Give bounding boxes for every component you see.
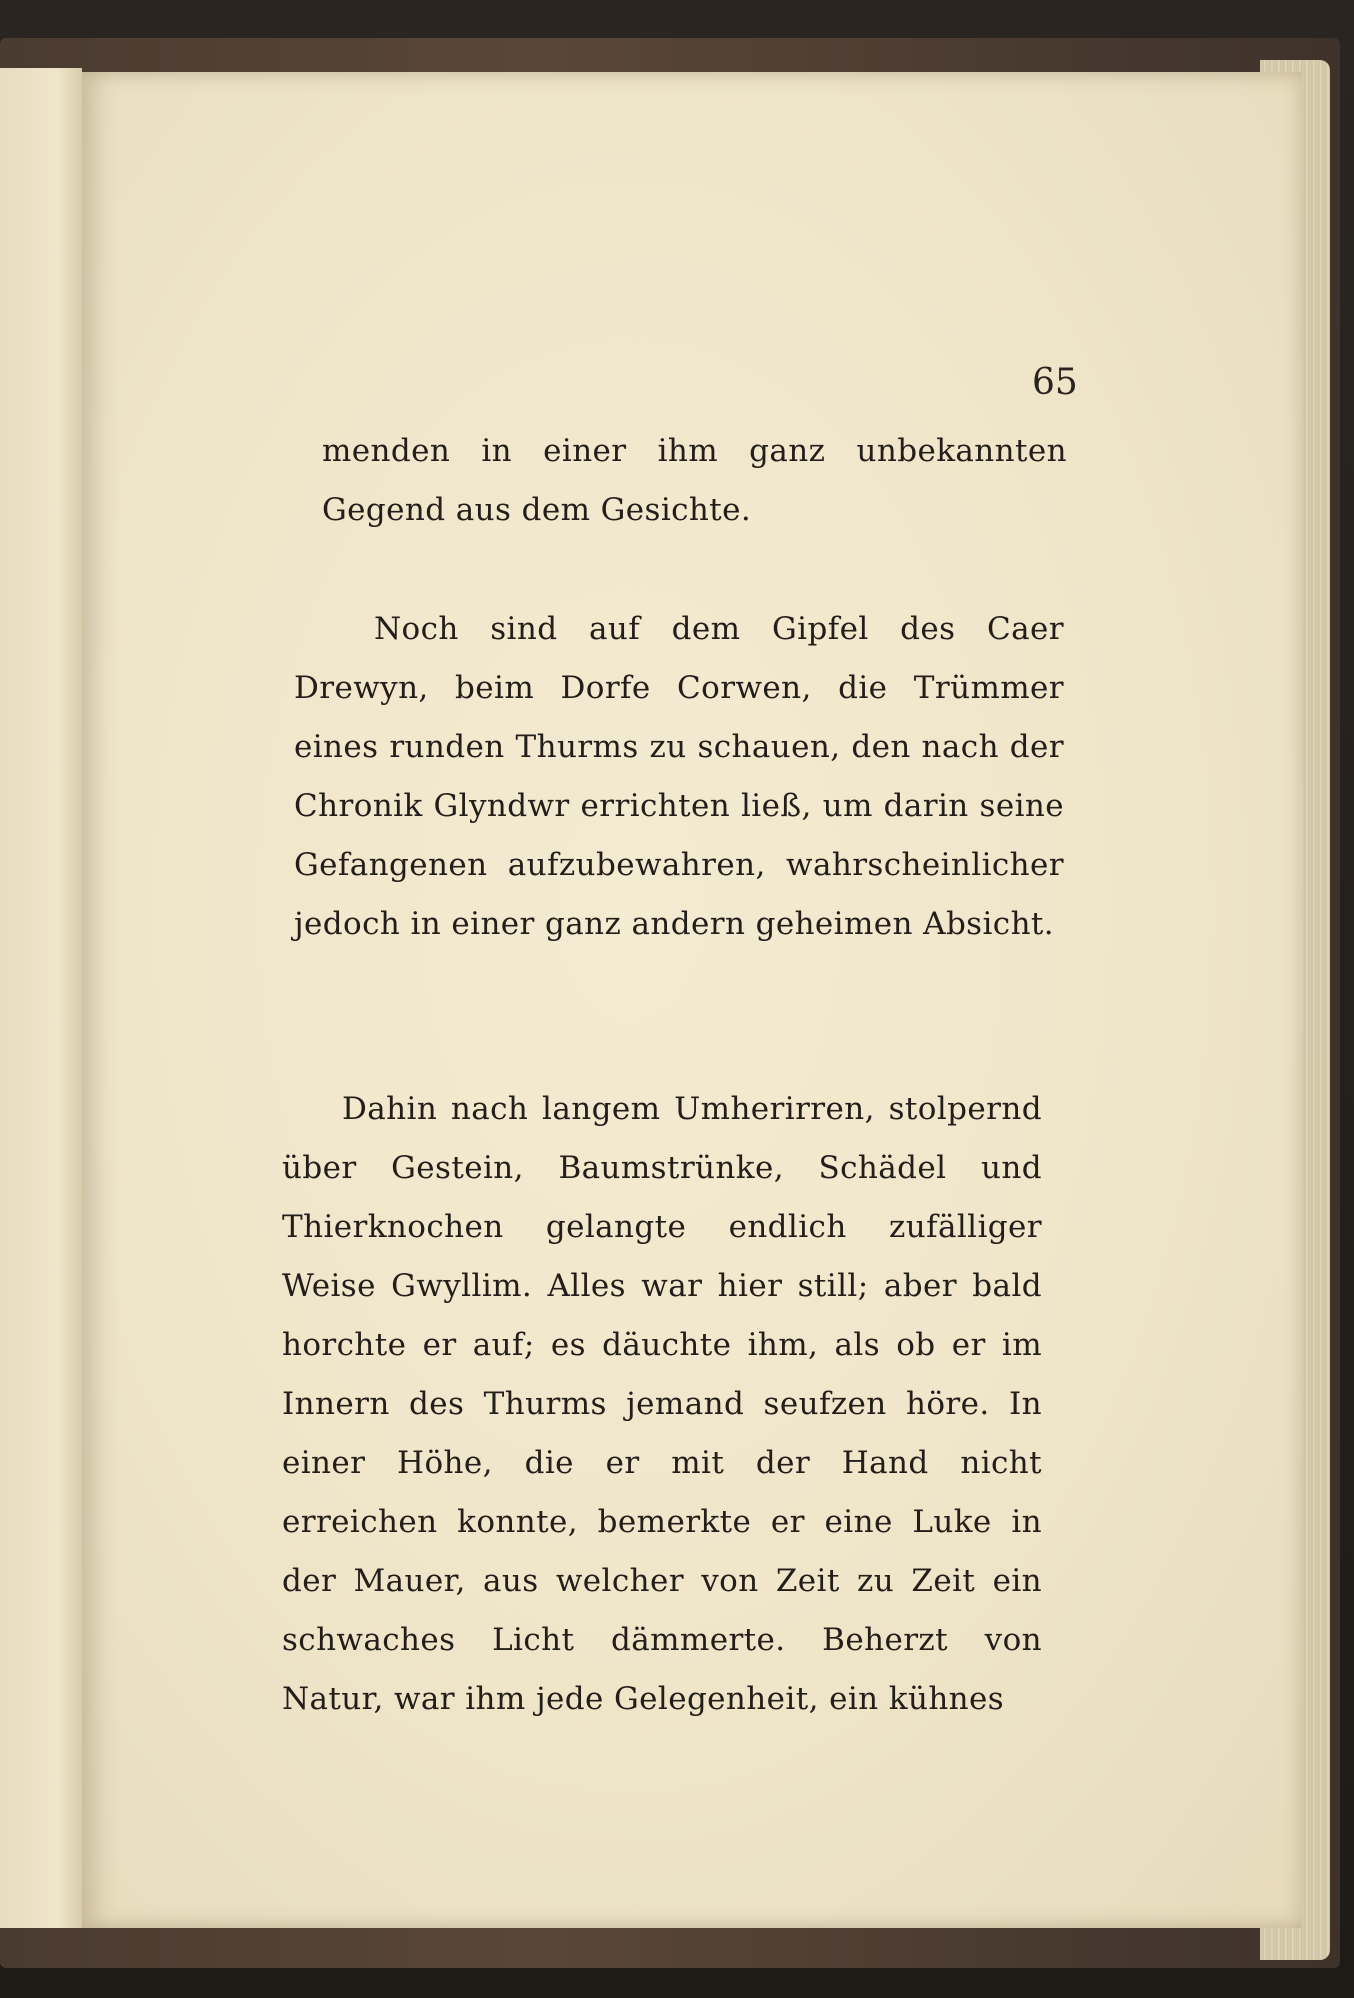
paragraph-2: Noch sind auf dem Gipfel des Caer Drewyn, beim Dorfe Corwen, die Trümmer eines runden Thurms zu schauen, den nach der Chronik Glyndwr errichten ließ, um darin seine Gefangenen aufzubewahren, wahrscheinlicher jedoch in einer ganz andern geheimen Absicht. [294,611,1064,942]
paragraph-3: Dahin nach langem Umherirren, stolpernd über Gestein, Baumstrünke, Schädel und Thierknochen gelangte endlich zufälliger Weise Gwyllim. Alles war hier still; aber bald horchte er auf; es däuchte ihm, als ob er im Innern des Thurms jemand seufzen höre. In einer Höhe, die er mit der Hand nicht erreichen konnte, bemerkte er eine Luke in der Mauer, aus welcher von Zeit zu Zeit ein schwaches Licht dämmerte. Beherzt von Natur, war ihm jede Gelegenheit, ein kühnes [282,1091,1042,1717]
book-page [82,72,1302,1928]
facing-page-edge [0,68,82,1928]
paragraph-1: menden in einer ihm ganz unbekannten Gegend aus dem Gesichte. [322,433,1067,528]
page-number: 65 [1032,362,1078,403]
